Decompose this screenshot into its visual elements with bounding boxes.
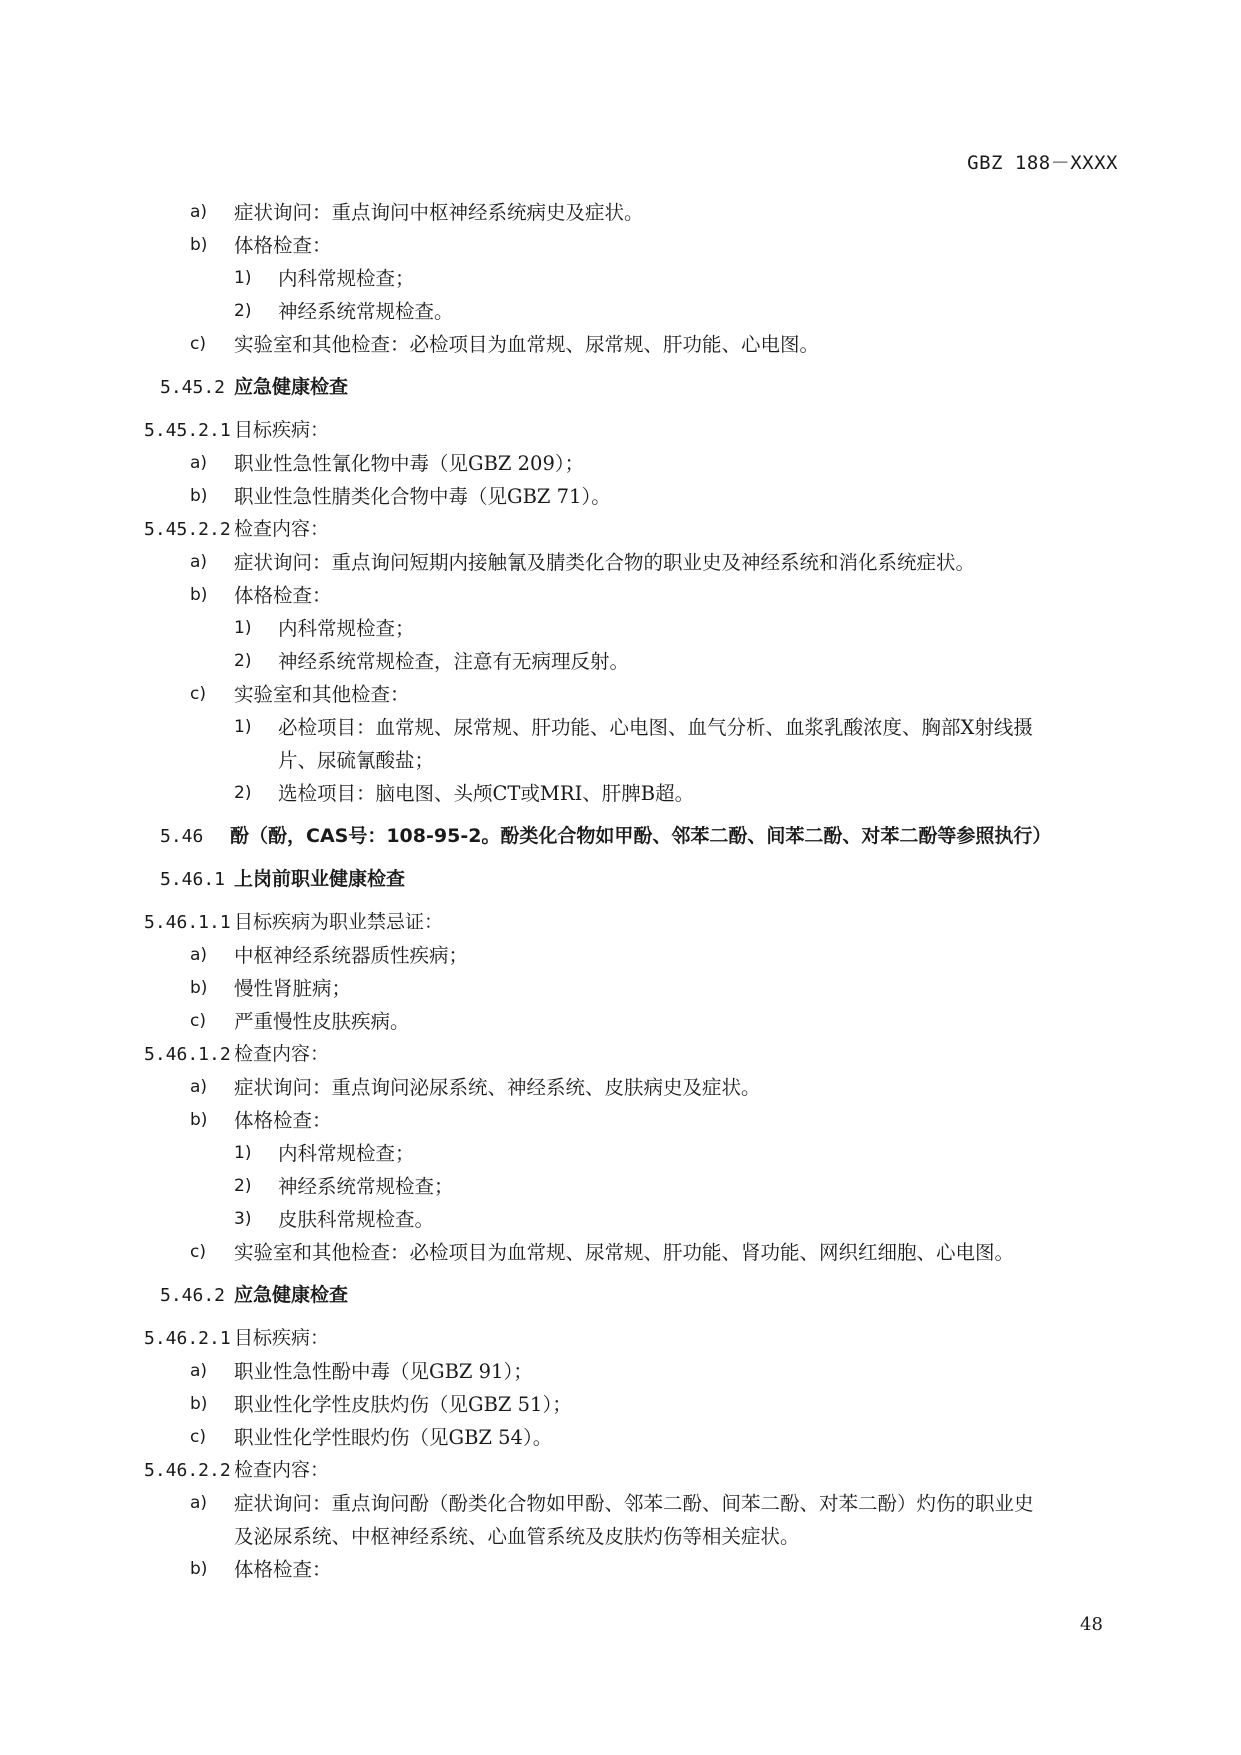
section-heading: [0, 863, 1241, 896]
section-heading: [0, 1279, 1241, 1312]
item-marker: 1): [234, 717, 252, 737]
item-marker: a): [190, 453, 208, 473]
item-marker: c): [190, 684, 206, 704]
list-item: [0, 480, 1241, 513]
item-marker: 5.46.1: [160, 869, 226, 890]
item-text: 检查内容：: [234, 518, 330, 540]
list-item: [0, 1170, 1241, 1203]
item-text: 酚（酚，CAS号：108-95-2。酚类化合物如甲酚、邻苯二酚、间苯二酚、对苯二酚等参照执行）: [230, 825, 1052, 847]
item-text: 体格检查：: [234, 234, 332, 257]
item-text: 职业性急性氰化物中毒（见GBZ 209）；: [234, 452, 585, 475]
section-heading: [0, 820, 1241, 853]
item-marker: 5.45.2.1: [144, 420, 231, 441]
list-item: [0, 645, 1241, 678]
item-marker: 5.46.2.1: [144, 1328, 231, 1349]
item-text: 上岗前职业健康检查: [234, 868, 406, 890]
item-marker: b): [190, 1394, 208, 1414]
item-marker: c): [190, 1242, 206, 1262]
list-item: [0, 295, 1241, 328]
item-marker: b): [190, 1110, 208, 1130]
item-text: 体格检查：: [234, 1558, 332, 1581]
item-marker: c): [190, 1427, 206, 1447]
item-marker: 5.46.1.2: [144, 1044, 231, 1065]
item-marker: c): [190, 334, 206, 354]
item-text: 实验室和其他检查：必检项目为血常规、尿常规、肝功能、心电图。: [234, 333, 820, 356]
document-code: GBZ 188－XXXX: [967, 152, 1118, 174]
item-marker: a): [190, 1077, 208, 1097]
clause-line: [0, 1322, 1241, 1355]
item-marker: 5.46.2: [160, 1285, 226, 1306]
item-text: 实验室和其他检查：: [234, 683, 410, 706]
item-marker: a): [190, 945, 208, 965]
list-item: [0, 229, 1241, 262]
list-item: [0, 1388, 1241, 1421]
item-text: 神经系统常规检查。: [278, 300, 454, 323]
clause-line: [0, 906, 1241, 939]
item-text: 体格检查：: [234, 1109, 332, 1132]
list-item: [0, 1520, 1241, 1553]
item-marker: 5.45.2: [160, 377, 226, 398]
list-item: [0, 447, 1241, 480]
item-marker: 1): [234, 618, 252, 638]
item-text: 检查内容：: [234, 1043, 330, 1065]
document-body: [0, 196, 1241, 1586]
list-item: [0, 1137, 1241, 1170]
item-text: 应急健康检查: [234, 376, 349, 398]
item-marker: 5.46.1.1: [144, 912, 231, 933]
list-item: [0, 1236, 1241, 1269]
item-text: 症状询问：重点询问泌尿系统、神经系统、皮肤病史及症状。: [234, 1076, 761, 1099]
item-marker: a): [190, 202, 208, 222]
item-marker: 2): [234, 301, 252, 321]
item-text: 慢性肾脏病；: [234, 977, 352, 1000]
item-text: 严重慢性皮肤疾病。: [234, 1010, 410, 1033]
list-item: [0, 328, 1241, 361]
list-item: [0, 972, 1241, 1005]
item-marker: b): [190, 978, 208, 998]
item-text: 内科常规检查；: [278, 267, 415, 290]
list-item: [0, 1203, 1241, 1236]
item-marker: 1): [234, 268, 252, 288]
item-text: 症状询问：重点询问短期内接触氰及腈类化合物的职业史及神经系统和消化系统症状。: [234, 551, 976, 574]
item-marker: 5.46.2.2: [144, 1460, 231, 1481]
item-marker: a): [190, 1361, 208, 1381]
item-text: 实验室和其他检查：必检项目为血常规、尿常规、肝功能、肾功能、网织红细胞、心电图。: [234, 1241, 1015, 1264]
item-marker: b): [190, 1559, 208, 1579]
list-item: [0, 612, 1241, 645]
item-marker: a): [190, 1493, 208, 1513]
list-item: [0, 1104, 1241, 1137]
list-item: [0, 196, 1241, 229]
list-item: [0, 678, 1241, 711]
item-marker: b): [190, 486, 208, 506]
clause-line: [0, 513, 1241, 546]
list-item: [0, 744, 1241, 777]
item-text: 选检项目：脑电图、头颅CT或MRI、肝脾B超。: [278, 782, 695, 805]
item-text: 应急健康检查: [234, 1284, 349, 1306]
item-text: 目标疾病：: [234, 419, 330, 441]
item-marker: 2): [234, 783, 252, 803]
list-item: [0, 1553, 1241, 1586]
item-text: 中枢神经系统器质性疾病；: [234, 944, 469, 967]
list-item: [0, 1071, 1241, 1104]
item-text: 职业性化学性眼灼伤（见GBZ 54）。: [234, 1426, 553, 1449]
list-item: [0, 579, 1241, 612]
item-text: 体格检查：: [234, 584, 332, 607]
list-item: [0, 546, 1241, 579]
item-text: 职业性化学性皮肤灼伤（见GBZ 51）；: [234, 1393, 572, 1416]
item-marker: 5.45.2.2: [144, 519, 231, 540]
list-item: [0, 1005, 1241, 1038]
item-text: 皮肤科常规检查。: [278, 1208, 435, 1231]
item-text: 职业性急性酚中毒（见GBZ 91）；: [234, 1360, 533, 1383]
list-item: [0, 939, 1241, 972]
list-item: [0, 1421, 1241, 1454]
item-text: 片、尿硫氰酸盐；: [278, 749, 435, 772]
item-text: 检查内容：: [234, 1459, 330, 1481]
item-text: 神经系统常规检查，注意有无病理反射。: [278, 650, 630, 673]
list-item: [0, 1355, 1241, 1388]
item-text: 必检项目：血常规、尿常规、肝功能、心电图、血气分析、血浆乳酸浓度、胸部X射线摄: [278, 716, 1033, 739]
item-text: 神经系统常规检查；: [278, 1175, 454, 1198]
list-item: [0, 777, 1241, 810]
item-text: 内科常规检查；: [278, 1142, 415, 1165]
item-text: 目标疾病：: [234, 1327, 330, 1349]
item-marker: b): [190, 585, 208, 605]
item-text: 及泌尿系统、中枢神经系统、心血管系统及皮肤灼伤等相关症状。: [234, 1525, 800, 1548]
clause-line: [0, 414, 1241, 447]
item-marker: 5.46: [160, 826, 204, 847]
list-item: [0, 262, 1241, 295]
item-marker: 2): [234, 1176, 252, 1196]
item-marker: a): [190, 552, 208, 572]
list-item: [0, 711, 1241, 744]
section-heading: [0, 371, 1241, 404]
item-text: 症状询问：重点询问中枢神经系统病史及症状。: [234, 201, 644, 224]
page-number: 48: [1080, 1614, 1103, 1635]
item-text: 目标疾病为职业禁忌证：: [234, 911, 444, 933]
item-text: 职业性急性腈类化合物中毒（见GBZ 71）。: [234, 485, 611, 508]
list-item: [0, 1487, 1241, 1520]
item-text: 内科常规检查；: [278, 617, 415, 640]
item-marker: 1): [234, 1143, 252, 1163]
item-marker: b): [190, 235, 208, 255]
clause-line: [0, 1038, 1241, 1071]
item-marker: c): [190, 1011, 206, 1031]
clause-line: [0, 1454, 1241, 1487]
item-text: 症状询问：重点询问酚（酚类化合物如甲酚、邻苯二酚、间苯二酚、对苯二酚）灼伤的职业史: [234, 1492, 1034, 1515]
item-marker: 3): [234, 1209, 252, 1229]
item-marker: 2): [234, 651, 252, 671]
